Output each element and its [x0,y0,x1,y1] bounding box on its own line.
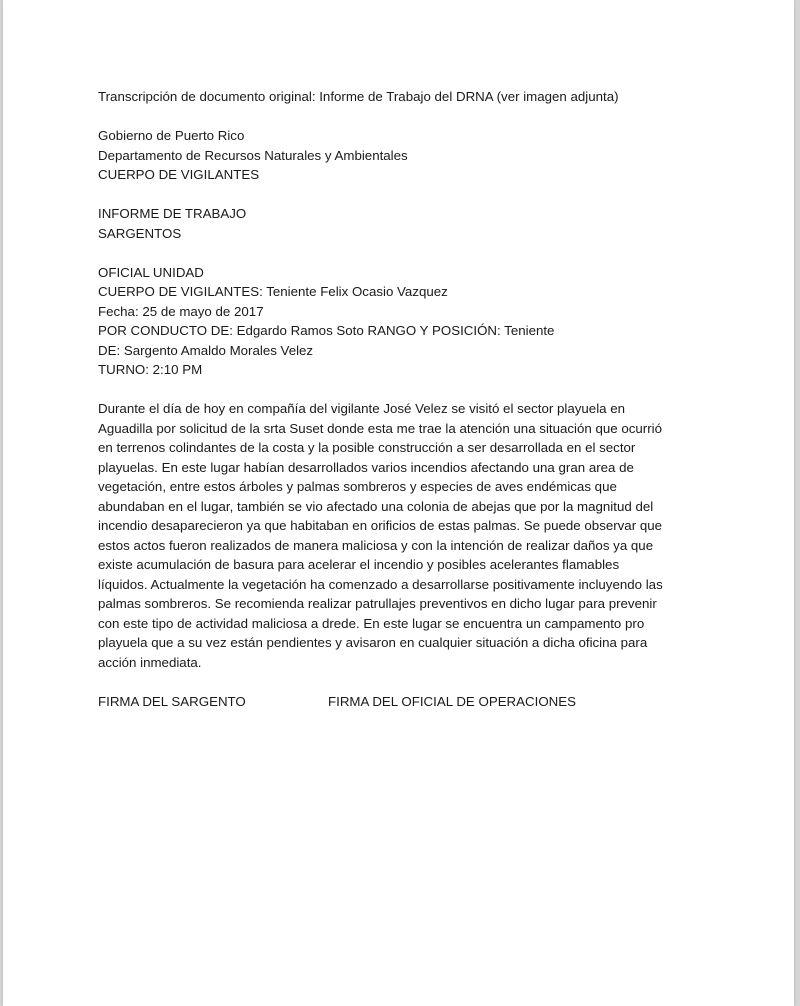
shift-time: TURNO: 2:10 PM [98,362,203,377]
conduct-rank: POR CONDUCTO DE: Edgardo Ramos Soto RANGO Y POSICIÓN: Teniente [98,323,555,338]
body-line: Durante el día de hoy en compañía del vigilante José Velez se visitó el sector playuela en [98,401,626,416]
report-title: INFORME DE TRABAJO [98,206,247,221]
spacer [98,107,738,127]
department-name: Departamento de Recursos Naturales y Ambientales [98,147,408,163]
body-line: abundaban en el lugar, también se vio afectado una colonia de abejas que por la magnitud del [98,498,654,514]
government-name: Gobierno de Puerto Rico [98,128,245,143]
document-page [3,0,794,1006]
signature-row [98,692,738,712]
body-line: Aguadilla por solicitud de la srta Suset donde esta me trae la atención una situación que ocurrió [98,420,662,436]
operations-officer-signature-label: FIRMA DEL OFICIAL DE OPERACIONES [328,693,577,709]
body-line: en terrenos colindantes de la costa y la posible construcción a ser desarrollada en el sector [98,440,636,455]
unit-officer-label: OFICIAL UNIDAD [98,264,204,280]
spacer [98,672,738,692]
spacer [98,185,738,205]
body-line: playuelas. En este lugar habían desarrollados varios incendios afectando una gran area de [98,459,634,475]
report-block [98,204,738,243]
body-line: incendio desaparecieron ya que habitaban en orificios de estas palmas. Se puede observar que [98,518,663,533]
body-line: palmas sombreros. Se recomienda realizar patrullajes preventivos en dicho lugar para prevenir [98,596,657,611]
body-line: existe acumulación de basura para acelerar el incendio y posibles acelerantes flamables [98,557,620,572]
body-line: líquidos. Actualmente la vegetación ha comenzado a desarrollarse positivamente incluyendo las [98,576,663,592]
body-line: acción inmediata. [98,654,202,670]
report-date: Fecha: 25 de mayo de 2017 [98,303,264,319]
body-line: con este tipo de actividad maliciosa a drede. En este lugar se encuentra un campamento pro [98,615,645,631]
spacer [98,243,738,263]
document-content [98,87,738,711]
document-heading: Transcripción de documento original: Informe de Trabajo del DRNA (ver imagen adjunta) [98,89,619,104]
report-subtitle: SARGENTOS [98,225,182,241]
body-line: playuela que a su vez están pendientes y avisaron en cualquier situación a dicha oficina para [98,635,648,650]
header-block [98,126,738,185]
body-line: vegetación, entre estos árboles y palmas sombreros y especies de aves endémicas que [98,479,617,494]
body-paragraph [98,399,738,672]
spacer [98,380,738,400]
corps-officer: CUERPO DE VIGILANTES: Teniente Felix Ocasio Vazquez [98,284,448,299]
body-line: estos actos fueron realizados de manera maliciosa y con la intención de realizar daños ya que [98,537,654,553]
details-block [98,263,738,380]
from-officer: DE: Sargento Amaldo Morales Velez [98,342,314,358]
corps-name: CUERPO DE VIGILANTES [98,167,260,182]
sergeant-signature-label: FIRMA DEL SARGENTO [98,693,246,709]
